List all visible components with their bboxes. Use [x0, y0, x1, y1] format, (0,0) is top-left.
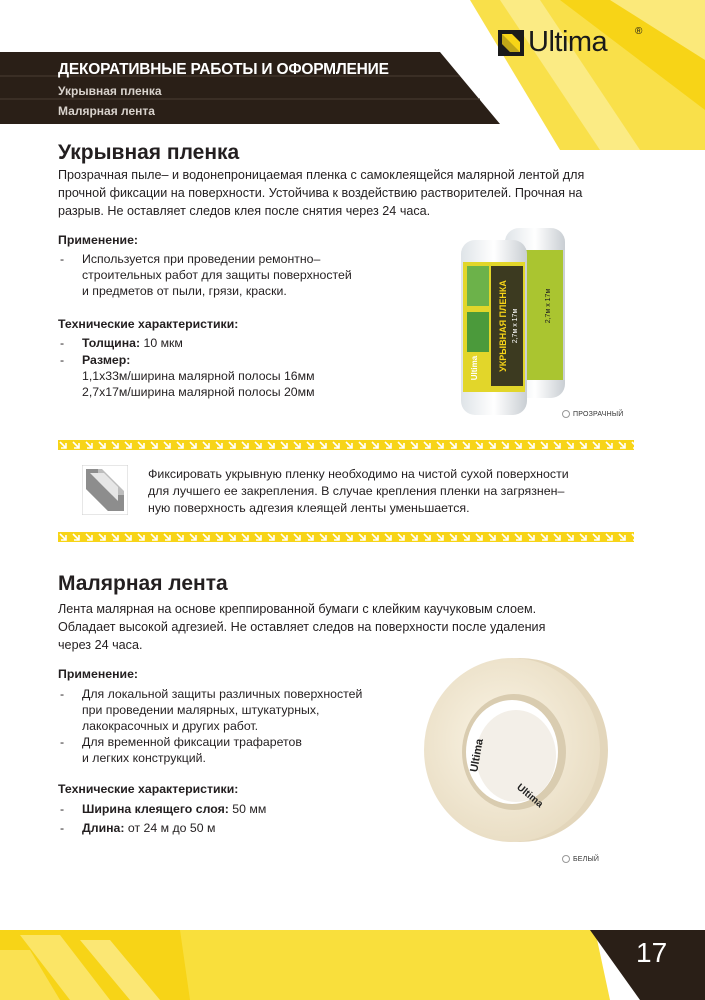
bullet-marker: -: [60, 252, 65, 266]
logo-text: Ultima: [528, 26, 608, 58]
film-usage-line: и предметов от пыли, грязи, краски.: [82, 284, 287, 298]
tape-usage-item: [82, 734, 412, 766]
color-label-transparent: ПРОЗРАЧНЫЙ: [573, 411, 624, 418]
tape-specs-heading: Технические характеристики:: [58, 782, 239, 796]
tape-description: [58, 600, 648, 654]
product-label-size: 2,7м х 17м: [512, 308, 519, 344]
note-line: ную поверхность адгезия клеящей ленты уменьшается.: [148, 501, 470, 515]
header-crumb-film: Укрывная пленка: [58, 84, 162, 98]
tape-brand-label: Ultima: [514, 782, 545, 811]
section-title-film: Укрывная пленка: [58, 141, 240, 164]
arrow-strip-bottom: [58, 532, 634, 542]
size-option: 2,7х17м/ширина малярной полосы 20мм: [82, 385, 315, 399]
tape-width: [82, 801, 266, 817]
tape-brand-label: Ultima: [468, 737, 486, 774]
size-label: Размер:: [82, 353, 131, 367]
film-usage-line: Используется при проведении ремонтно–: [82, 252, 321, 266]
length-value: от 24 м до 50 м: [124, 821, 216, 835]
page-number: 17: [636, 937, 668, 968]
arrow-strip-top: [58, 440, 634, 450]
thickness-value: 10 мкм: [140, 336, 183, 350]
tape-description-line: через 24 часа.: [58, 638, 143, 652]
film-specs-heading: Технические характеристики:: [58, 317, 239, 331]
note-arrow-icon: [82, 465, 128, 515]
width-label: Ширина клеящего слоя:: [82, 802, 229, 816]
film-description: [58, 166, 648, 220]
product-brand-label: Ultima: [470, 355, 479, 381]
bullet-marker: -: [60, 735, 65, 749]
color-label-white: БЕЛЫЙ: [573, 856, 600, 863]
bullet-marker: -: [60, 821, 65, 835]
bottom-decoration: [0, 910, 705, 1000]
film-description-line: прочной фиксации на поверхности. Устойчива к воздействию растворителей. Прочная на: [58, 186, 583, 200]
bullet-marker: -: [60, 802, 65, 816]
tape-description-line: Лента малярная на основе креппированной бумаги с клейким каучуковым слоем.: [58, 602, 537, 616]
tape-length: [82, 820, 215, 836]
film-description-line: разрыв. Не оставляет следов клея после снятия через 24 часа.: [58, 204, 431, 218]
film-thickness: [82, 335, 183, 351]
tape-description-line: Обладает высокой адгезией. Не оставляет следов на поверхности после удаления: [58, 620, 546, 634]
ultima-logo-icon: [498, 30, 524, 56]
logo-registered-mark: ®: [635, 26, 643, 37]
thickness-label: Толщина:: [82, 336, 141, 350]
product-label-size-back: 2,7м х 17м: [545, 288, 552, 324]
film-usage-item: [82, 251, 422, 299]
width-value: 50 мм: [228, 802, 267, 816]
header-crumb-tape: Малярная лента: [58, 104, 155, 118]
masking-tape-product-image: [416, 652, 612, 848]
note-line: для лучшего ее закрепления. В случае крепления пленки на загрязнен–: [148, 484, 565, 498]
product-label-name: УКРЫВНАЯ ПЛЕНКА: [498, 280, 508, 372]
size-option: 1,1х33м/ширина малярной полосы 16мм: [82, 369, 315, 383]
bullet-marker: -: [60, 687, 65, 701]
tape-usage-line: Для локальной защиты различных поверхностей: [82, 687, 363, 701]
note-text: [148, 466, 618, 517]
length-label: Длина:: [82, 821, 125, 835]
film-description-line: Прозрачная пыле– и водонепроницаемая пленка с самоклеящейся малярной лентой для: [58, 168, 585, 182]
tape-usage-line: лакокрасочных и других работ.: [82, 719, 259, 733]
section-title-tape: Малярная лента: [58, 572, 228, 595]
header-title: ДЕКОРАТИВНЫЕ РАБОТЫ И ОФОРМЛЕНИЕ: [58, 61, 389, 78]
tape-usage-line: при проведении малярных, штукатурных,: [82, 703, 320, 717]
tape-usage-item: [82, 686, 412, 734]
transparent-swatch: [562, 410, 570, 418]
bullet-marker: -: [60, 336, 65, 350]
bullet-marker: -: [60, 353, 65, 367]
film-usage-heading: Применение:: [58, 233, 139, 247]
note-line: Фиксировать укрывную пленку необходимо на чистой сухой поверхности: [148, 467, 569, 481]
film-size: [82, 352, 315, 400]
white-swatch: [562, 855, 570, 863]
tape-usage-line: и легких конструкций.: [82, 751, 206, 765]
tape-usage-line: Для временной фиксации трафаретов: [82, 735, 302, 749]
film-roll-product-image: [455, 220, 575, 420]
tape-usage-heading: Применение:: [58, 667, 139, 681]
film-usage-line: строительных работ для защиты поверхностей: [82, 268, 352, 282]
